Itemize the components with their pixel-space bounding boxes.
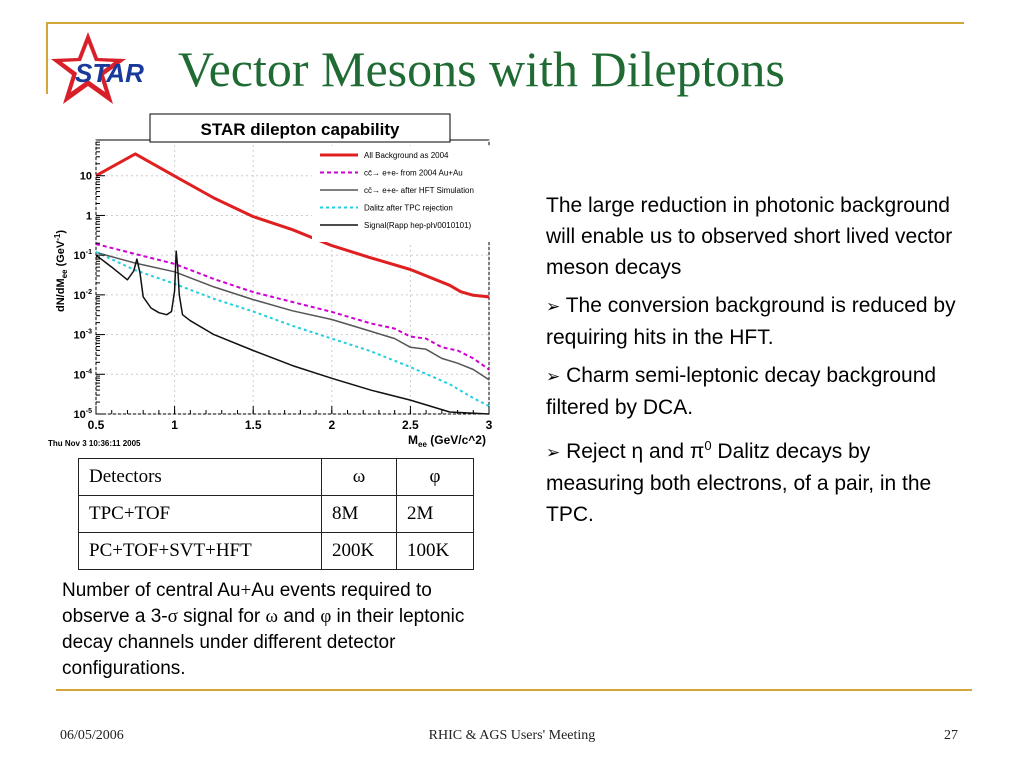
x-axis-label: $M_{ee}$ (GeV/c^2) [408, 433, 486, 449]
x-tick-label: 2 [328, 418, 336, 432]
table-cell: 2M [397, 496, 474, 533]
table-cell: TPC+TOF [79, 496, 322, 533]
arrow-bullet-icon: ➢ [546, 297, 561, 316]
chart-title: STAR dilepton capability [200, 120, 400, 139]
table-cell: PC+TOF+SVT+HFT [79, 533, 322, 570]
table-cell: 100K [397, 533, 474, 570]
footer-date: 06/05/2006 [60, 728, 124, 743]
detector-table [78, 458, 474, 570]
y-tick-label: $10^{-3}$ [73, 328, 92, 342]
legend-label: cc̄→ e+e- from 2004 Au+Au [364, 168, 463, 178]
y-axis-label: $dN/dM_{ee}$ (GeV$^{-1}$) [53, 229, 69, 312]
top-rule [46, 22, 964, 24]
bullet-item: ➢ The conversion background is reduced by requiring hits in the HFT. [546, 294, 956, 349]
bullet-item: ➢ Charm semi-leptonic decay background filtered by DCA. [546, 364, 937, 419]
y-tick-label: $10^{-1}$ [73, 249, 92, 263]
footer-page-number: 27 [944, 728, 958, 743]
description-text [546, 190, 966, 537]
slide-title: Vector Mesons with Dileptons [178, 41, 785, 97]
arrow-bullet-icon: ➢ [546, 367, 561, 386]
table-cell: ω [322, 459, 397, 496]
x-tick-label: 1.5 [244, 418, 262, 432]
footer-meeting: RHIC & AGS Users' Meeting [428, 728, 596, 743]
legend-label: All Background as 2004 [364, 151, 449, 160]
left-rule [46, 22, 48, 94]
table-cell: Detectors [79, 459, 322, 496]
star-logo [50, 30, 160, 112]
table-cell: φ [397, 459, 474, 496]
x-tick-label: 3 [485, 418, 493, 432]
table-header-row [79, 459, 474, 496]
arrow-bullet-icon: ➢ [546, 443, 561, 462]
x-tick-label: 2.5 [402, 418, 419, 432]
bottom-rule [56, 689, 972, 691]
plot-timestamp: Thu Nov 3 10:36:11 2005 [48, 439, 141, 448]
y-tick-label: $10^{-4}$ [73, 368, 92, 382]
legend-label: Signal(Rapp hep-ph/0010101) [364, 221, 472, 230]
y-tick-label: 10 [79, 170, 92, 183]
legend-label: cc̄→ e+e- after HFT Simulation [364, 186, 474, 195]
y-tick-label: $10^{-5}$ [73, 408, 92, 421]
bullet-item: ➢ Reject η and $\pi^0$ Dalitz decays by measuring both electrons, of a pair, in the TPC. [546, 438, 932, 526]
table-row [79, 496, 474, 533]
y-tick-label: $10^{-2}$ [73, 288, 92, 302]
table-cell: 8M [322, 496, 397, 533]
legend-label: Dalitz after TPC rejection [364, 203, 453, 213]
intro-paragraph: The large reduction in photonic background will enable us to observed short lived vector meson decays [546, 194, 953, 279]
logo-text: STAR [75, 58, 144, 88]
table-cell: 200K [322, 533, 397, 570]
x-tick-label: 1 [171, 418, 178, 432]
x-tick-label: 0.5 [87, 418, 105, 432]
y-tick-label: 1 [85, 210, 92, 223]
table-row [79, 533, 474, 570]
dilepton-plot [40, 112, 510, 457]
table-caption: Number of central Au+Au events required to observe a 3-σ signal for ω and φ in their leptonic decay channels under different detector configurations. [62, 580, 465, 679]
